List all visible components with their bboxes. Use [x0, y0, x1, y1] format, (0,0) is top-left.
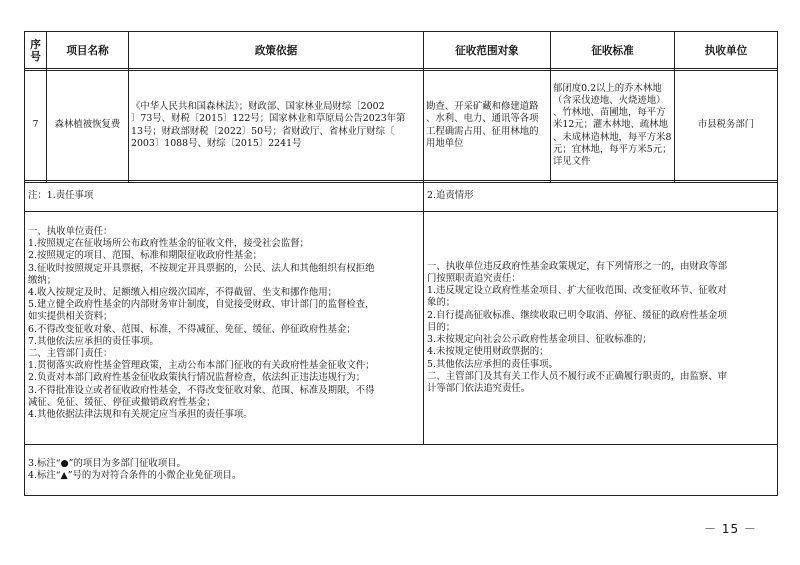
accountability-line: 二、主管部门及其有关工作人员不履行或不正确履行职责的，由监察、审: [427, 370, 728, 382]
responsibility-list: [25, 212, 424, 445]
responsibility-line: 6.不得改变征收对象、范围、标准，不得减征、免征、缓征、停征政府性基金；: [28, 323, 356, 335]
scope-line: 勘查、开采矿藏和修建道路: [426, 101, 539, 113]
notes-footer: [25, 445, 778, 496]
accountability-line: 一、执收单位违反政府性基金政策规定，有下列情形之一的，由财政等部: [427, 260, 728, 272]
responsibility-line: 1.贯彻落实政府性基金管理政策，主动公布本部门征收的有关政府性基金征收文件；: [28, 360, 375, 372]
accountability-line: 2.自行提高征收标准、继续收取已明令取消、停征、缓征的政府性基金项: [427, 309, 727, 321]
scope-line: 用地单位: [426, 137, 464, 149]
header-policy: 政策依据: [129, 32, 424, 71]
scope-line: 、水利、电力、通讯等各项: [426, 113, 539, 125]
policy-line: 2003〕1088号、财综〔2015〕2241号: [131, 137, 302, 149]
fee-row-table: [24, 68, 778, 183]
responsibility-line: 5.建立健全政府性基金的内部财务审计制度，自觉接受财政、审计部门的监督检查，: [28, 299, 375, 311]
accountability-line: 门按照职责追究责任：: [427, 273, 521, 285]
row-standard: [551, 69, 675, 183]
header-name: 项目名称: [47, 32, 129, 71]
row-name: 森林植被恢复费: [47, 69, 129, 183]
notes-table: [24, 180, 778, 496]
row-unit: 市县税务部门: [675, 69, 778, 183]
row-scope: [424, 69, 551, 183]
policy-line: 《中华人民共和国森林法》；财政部、国家林业局财综〔2002: [131, 101, 385, 113]
responsibility-line: 4.其他依据法律法规和有关规定应当承担的责任事项。: [28, 409, 253, 421]
accountability-list: [424, 212, 778, 445]
row-no: 7: [25, 69, 47, 183]
responsibility-line: 4.收入按规定及时、足额缴入相应级次国库，不得截留、坐支和挪作他用；: [28, 287, 337, 299]
policy-line: 13号；财政部财税〔2022〕50号；省财政厅、省林业厅财综〔: [131, 125, 395, 137]
standard-line: 详见文件: [553, 156, 591, 167]
policy-line: 〕73号、财税〔2015〕122号；国家林业和草原局公告2023年第: [131, 113, 406, 125]
standard-line: （含采伐迹地、火烧迹地）: [553, 94, 666, 106]
responsibility-line: 7.其他依法应承担的责任事项。: [28, 335, 159, 347]
header-table: [24, 31, 778, 71]
responsibility-line: 缴纳；: [28, 274, 57, 286]
responsibility-line: 二、主管部门责任：: [28, 348, 113, 360]
standard-line: 米12元；灌木林地、疏林地: [553, 119, 669, 131]
header-no: 序号: [25, 32, 47, 71]
responsibility-line: 如实提供相关资料；: [28, 311, 113, 323]
scope-line: 工程确需占用、征用林地的: [426, 125, 539, 137]
accountability-line: 5.其他依法应承担的责任事项。: [427, 358, 558, 370]
responsibility-line: 一、执收单位责任：: [28, 226, 113, 237]
responsibility-line: 2.按照规定的项目、范围、标准和期限征收政府性基金；: [28, 250, 262, 262]
standard-line: 、竹林地、苗圃地，每平方: [553, 107, 666, 119]
header-scope: 征收范围对象: [424, 32, 551, 71]
responsibility-line: 3.不得批准设立或者征收政府性基金，不得改变征收对象、范围、标准及期限，不得: [28, 384, 375, 396]
standard-line: 元；宜林地，每平方米5元；: [553, 143, 672, 155]
footer-note: 4.标注“▲”号的为对符合条件的小微企业免征项目。: [28, 470, 242, 481]
accountability-line: 1.违反规定设立政府性基金项目、扩大征收范围、改变征收环节、征收对: [427, 285, 727, 297]
notes-left-title: 注：1.责任事项: [25, 181, 424, 212]
page-number: － 15 －: [704, 522, 757, 536]
header-unit: 执收单位: [675, 32, 778, 71]
accountability-line: 4.未按规定使用财政票据的；: [427, 346, 549, 358]
responsibility-line: 2.负责对本部门政府性基金征收政策执行情况监督检查，依法纠正违法违规行为；: [28, 372, 366, 384]
standard-line: 郁闭度0.2以上的乔木林地: [553, 82, 662, 94]
responsibility-line: 3.征收时按照规定开具票据，不按规定开具票据的，公民、法人和其他组织有权拒绝: [28, 262, 375, 274]
table-row: [25, 69, 778, 183]
accountability-line: 3.未按规定向社会公示政府性基金项目、征收标准的；: [427, 334, 652, 346]
footer-note: 3.标注“●”的项目为多部门征收项目。: [28, 457, 186, 469]
responsibility-line: 1.按照规定在征收场所公布政府性基金的征收文件，接受社会监督；: [28, 238, 309, 250]
accountability-line: 象的；: [427, 297, 456, 309]
accountability-line: 计等部门依法追究责任。: [427, 382, 531, 394]
responsibility-line: 减征、免征、缓征、停征或撤销政府性基金；: [28, 396, 216, 408]
standard-line: 、未成林造林地，每平方米8: [553, 131, 672, 143]
notes-right-title: 2.追责情形: [424, 181, 778, 212]
header-standard: 征收标准: [551, 32, 675, 71]
row-policy: [129, 69, 424, 183]
accountability-line: 目的；: [427, 321, 456, 333]
